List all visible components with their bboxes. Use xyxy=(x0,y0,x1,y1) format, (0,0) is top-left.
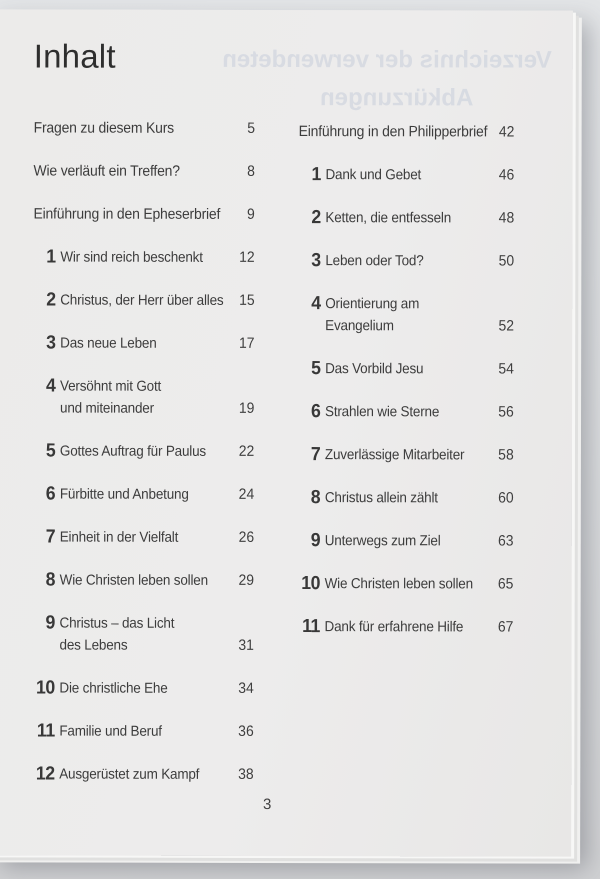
entry-page-number: 60 xyxy=(498,489,514,507)
entry-title: Orientierung am Evangelium xyxy=(325,296,420,335)
entry-title: Familie und Beruf xyxy=(59,723,162,740)
bleedthrough-heading-line1: Verzeichnis der verwendeten xyxy=(222,45,552,74)
chapter-number: 9 xyxy=(45,612,55,634)
toc-chapter-entry xyxy=(32,720,253,742)
toc-section-entry xyxy=(299,121,515,143)
chapter-number: 7 xyxy=(45,526,56,548)
entry-title: Ausgerüstet zum Kampf xyxy=(59,766,200,783)
entry-title: Zuverlässige Mitarbeiter xyxy=(324,447,465,464)
chapter-number: 7 xyxy=(310,444,321,466)
chapter-number: 9 xyxy=(310,530,321,552)
chapter-number: 6 xyxy=(310,401,321,423)
chapter-number: 5 xyxy=(45,440,56,462)
entry-title: Dank für erfahrene Hilfe xyxy=(324,619,464,636)
entry-title: Dank und Gebet xyxy=(325,167,422,184)
entry-page-number: 50 xyxy=(498,252,515,270)
toc-section-entry xyxy=(34,117,255,139)
entry-title: Das Vorbild Jesu xyxy=(325,361,424,378)
entry-page-number: 38 xyxy=(238,765,254,783)
entry-page-number: 36 xyxy=(238,722,254,740)
entry-page-number: 48 xyxy=(498,209,515,227)
toc-chapter-entry xyxy=(33,612,254,656)
entry-page-number: 46 xyxy=(498,166,515,184)
entry-title: Die christliche Ehe xyxy=(59,680,168,697)
entry-title: Einheit in der Vielfalt xyxy=(59,529,179,546)
entry-page-number: 8 xyxy=(247,162,255,180)
entry-page-number: 67 xyxy=(497,618,514,636)
toc-chapter-entry xyxy=(33,483,254,505)
chapter-number: 1 xyxy=(311,164,321,186)
toc-chapter-entry xyxy=(298,487,514,509)
entry-page-number: 56 xyxy=(498,403,514,421)
entry-page-number: 65 xyxy=(497,575,514,593)
toc-chapter-entry xyxy=(298,250,514,272)
toc-chapter-entry xyxy=(298,444,514,466)
entry-page-number: 34 xyxy=(238,679,254,697)
toc-section-entry xyxy=(33,203,254,225)
entry-title: Einführung in den Epheserbrief xyxy=(33,205,221,223)
toc-chapter-entry xyxy=(33,332,254,354)
entry-title: Wie Christen leben sollen xyxy=(59,572,208,589)
entry-page-number: 15 xyxy=(239,291,255,309)
entry-title: Gottes Auftrag für Paulus xyxy=(59,443,206,460)
chapter-number: 11 xyxy=(302,616,320,638)
chapter-number: 12 xyxy=(35,763,55,785)
chapter-number: 8 xyxy=(310,487,321,509)
chapter-number: 3 xyxy=(311,250,321,272)
entry-page-number: 31 xyxy=(238,636,254,654)
entry-title: Wie verläuft ein Treffen? xyxy=(33,162,180,180)
entry-page-number: 63 xyxy=(497,532,514,550)
entry-page-number: 9 xyxy=(247,205,255,223)
toc-chapter-entry xyxy=(298,293,514,337)
chapter-number: 4 xyxy=(311,293,321,315)
toc-chapter-entry xyxy=(33,569,254,591)
entry-title: Christus – das Licht des Lebens xyxy=(59,615,175,654)
folio-page-number: 3 xyxy=(263,795,272,813)
entry-page-number: 19 xyxy=(238,399,255,417)
toc-chapter-entry xyxy=(298,530,514,552)
entry-page-number: 17 xyxy=(238,334,255,352)
chapter-number: 2 xyxy=(311,207,321,229)
toc-chapter-entry xyxy=(298,207,514,229)
toc-chapter-entry xyxy=(33,440,254,462)
entry-title: Wie Christen leben sollen xyxy=(324,576,473,593)
toc-chapter-entry xyxy=(33,375,254,419)
chapter-number: 1 xyxy=(46,246,56,268)
book-page xyxy=(0,9,573,856)
chapter-number: 3 xyxy=(46,332,56,354)
toc-chapter-entry xyxy=(32,763,253,785)
chapter-number: 4 xyxy=(46,375,56,397)
entry-title: Das neue Leben xyxy=(60,335,157,352)
entry-title: Unterwegs zum Ziel xyxy=(324,533,441,550)
entry-title: Fragen zu diesem Kurs xyxy=(33,119,174,137)
chapter-number: 6 xyxy=(45,483,56,505)
entry-title: Leben oder Tod? xyxy=(325,253,424,270)
entry-title: Christus allein zählt xyxy=(324,490,438,507)
toc-chapter-entry xyxy=(298,401,514,423)
chapter-number: 8 xyxy=(45,569,56,591)
entry-title: Ketten, die entfesseln xyxy=(325,210,452,227)
entry-title: Christus, der Herr über alles xyxy=(60,292,224,309)
entry-page-number: 12 xyxy=(239,248,255,266)
entry-title: Strahlen wie Sterne xyxy=(324,404,440,421)
chapter-number: 10 xyxy=(301,573,321,595)
entry-page-number: 54 xyxy=(498,360,514,378)
toc-right-column xyxy=(298,121,515,659)
entry-title: Einführung in den Philipperbrief xyxy=(298,123,488,141)
entry-page-number: 29 xyxy=(238,571,255,589)
entry-page-number: 5 xyxy=(247,119,255,137)
entry-page-number: 22 xyxy=(238,442,255,460)
chapter-number: 5 xyxy=(311,358,321,380)
toc-section-entry xyxy=(34,160,255,182)
entry-page-number: 42 xyxy=(498,123,515,141)
toc-chapter-entry xyxy=(33,289,254,311)
bleedthrough-heading-line2: Abkürzungen xyxy=(320,84,474,112)
entry-page-number: 26 xyxy=(238,528,255,546)
page-title: Inhalt xyxy=(33,37,116,75)
chapter-number: 11 xyxy=(36,720,55,742)
toc-chapter-entry xyxy=(32,677,253,699)
entry-title: Fürbitte und Anbetung xyxy=(59,486,189,503)
chapter-number: 10 xyxy=(36,677,55,699)
entry-page-number: 52 xyxy=(498,317,515,335)
entry-page-number: 24 xyxy=(238,485,255,503)
toc-chapter-entry xyxy=(299,164,515,186)
toc-chapter-entry xyxy=(33,246,254,268)
entry-title: Wir sind reich beschenkt xyxy=(60,249,203,266)
toc-chapter-entry xyxy=(33,526,254,548)
entry-title: Versöhnt mit Gott und miteinander xyxy=(60,378,162,417)
toc-chapter-entry xyxy=(298,573,514,595)
toc-chapter-entry xyxy=(298,358,514,380)
entry-page-number: 58 xyxy=(498,446,514,464)
toc-left-column xyxy=(32,117,255,806)
toc-chapter-entry xyxy=(298,616,514,638)
chapter-number: 2 xyxy=(46,289,56,311)
